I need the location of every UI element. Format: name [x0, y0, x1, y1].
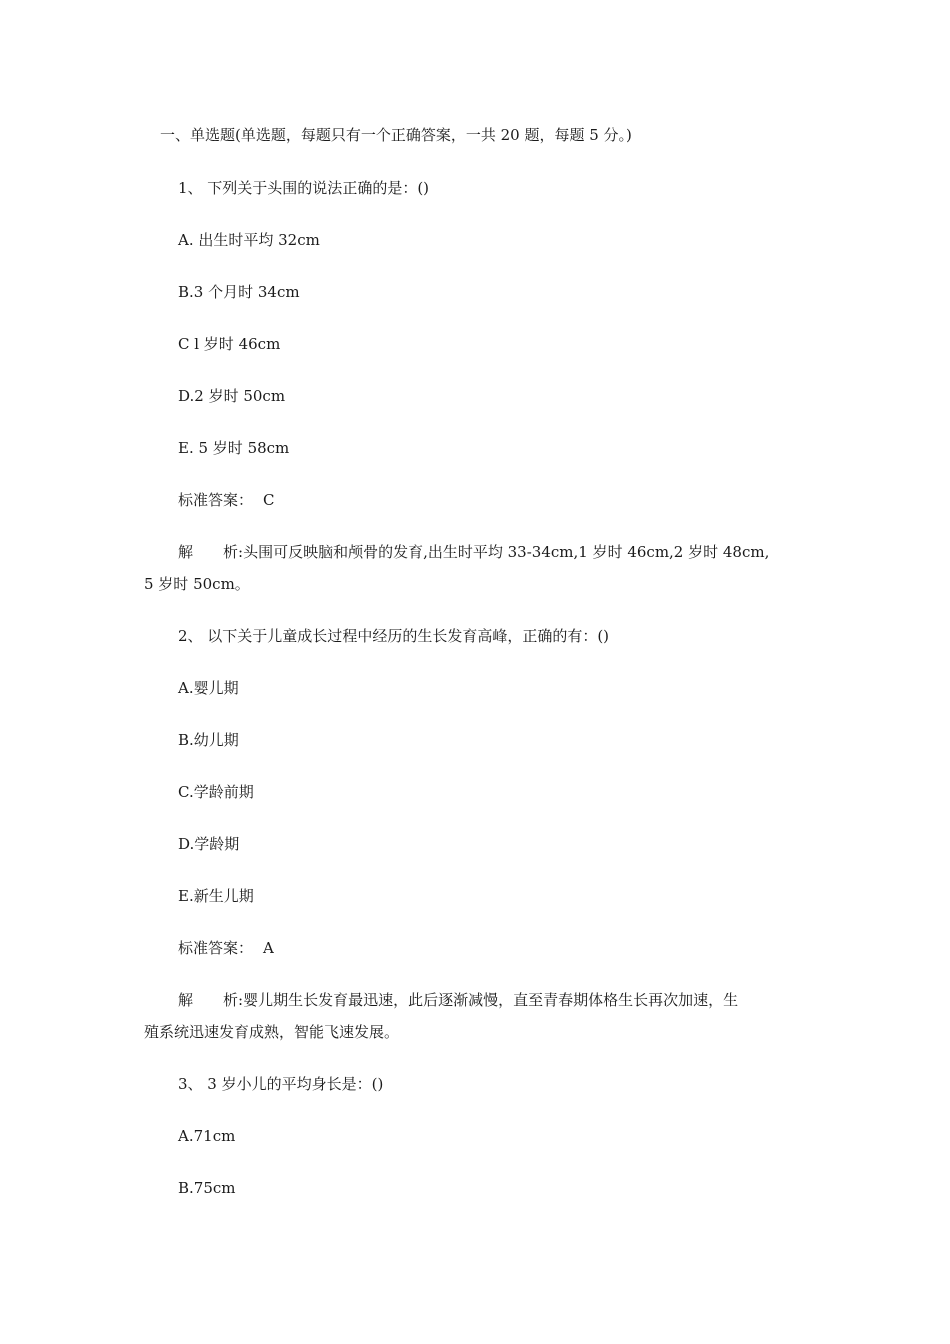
analysis-label-1: 解 — [178, 991, 194, 1009]
question-3-stem: 3、 3 岁小儿的平均身长是：() — [178, 1075, 384, 1093]
question-3-option-b: B.75cm — [178, 1179, 236, 1197]
question-1-option-a: A. 出生时平均 32cm — [178, 231, 320, 249]
answer-value: C — [263, 491, 275, 509]
question-1-analysis-line-2: 5 岁时 50cm。 — [144, 575, 250, 593]
analysis-label-2: 析: — [223, 543, 244, 561]
question-2-option-b: B.幼儿期 — [178, 731, 239, 749]
question-2-option-a: A.婴儿期 — [178, 679, 239, 697]
question-1-answer — [178, 490, 275, 510]
answer-label: 标准答案： — [178, 491, 254, 509]
question-2-answer — [178, 938, 274, 958]
section-heading: 一、单选题(单选题，每题只有一个正确答案，一共 20 题，每题 5 分。) — [160, 126, 632, 144]
question-1-option-d: D.2 岁时 50cm — [178, 387, 286, 405]
analysis-text: 婴儿期生长发育最迅速，此后逐渐减慢，直至青春期体格生长再次加速，生 — [243, 991, 739, 1009]
answer-value: A — [263, 939, 274, 957]
answer-label: 标准答案： — [178, 939, 254, 957]
analysis-text: 头围可反映脑和颅骨的发育,出生时平均 33-34cm,1 岁时 46cm,2 岁时 48cm, — [243, 543, 770, 561]
question-2-stem: 2、 以下关于儿童成长过程中经历的生长发育高峰，正确的有：() — [178, 627, 610, 645]
question-2-analysis-line-2: 殖系统迅速发育成熟，智能飞速发展。 — [144, 1023, 400, 1041]
question-1-option-b: B.3 个月时 34cm — [178, 283, 300, 301]
question-1-option-c: C l 岁时 46cm — [178, 335, 281, 353]
question-2-analysis-line-1 — [178, 990, 738, 1010]
question-2-option-d: D.学龄期 — [178, 835, 240, 853]
question-1-option-e: E. 5 岁时 58cm — [178, 439, 290, 457]
question-1-analysis-line-1 — [178, 542, 769, 562]
question-3-option-a: A.71cm — [178, 1127, 236, 1145]
question-1-stem: 1、 下列关于头围的说法正确的是：() — [178, 179, 430, 197]
analysis-label-1: 解 — [178, 543, 194, 561]
question-2-option-c: C.学龄前期 — [178, 783, 254, 801]
analysis-label-2: 析: — [223, 991, 244, 1009]
question-2-option-e: E.新生儿期 — [178, 887, 254, 905]
